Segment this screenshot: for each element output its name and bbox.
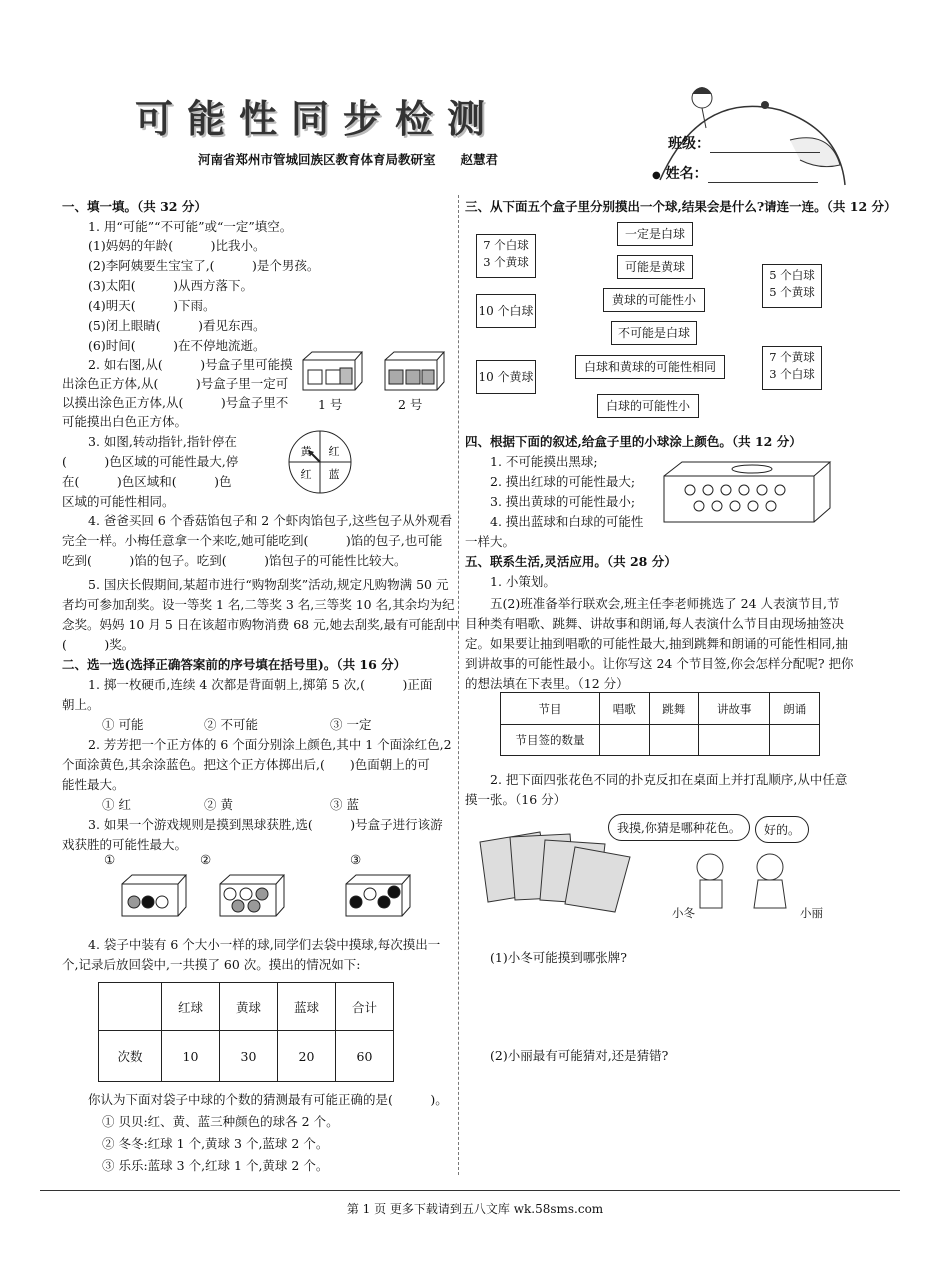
sec4-item: 2. 摸出红球的可能性最大; xyxy=(490,474,636,489)
sec1-q5-line: 5. 国庆长假期间,某超市进行“购物刮奖”活动,规定凡购物满 50 元 xyxy=(88,577,449,592)
sec2-q2-line: 个面涂黄色,其余涂蓝色。把这个正方体掷出后,( )色面朝上的可 xyxy=(62,757,430,772)
sec2-q1-opt: ② 不可能 xyxy=(204,717,258,732)
sec1-q3-line: 区域的可能性相同。 xyxy=(62,494,175,509)
table-cell: 60 xyxy=(336,1031,394,1082)
sec4-item: 4. 摸出蓝球和白球的可能性 xyxy=(490,514,644,529)
option-never-white[interactable]: 不可能是白球 xyxy=(611,321,697,345)
sec2-q3-opt: ③ xyxy=(350,852,362,867)
sec5-heading: 五、联系生活,灵活应用。（共 28 分） xyxy=(465,554,677,569)
sec2-q2-line: 能性最大。 xyxy=(62,777,125,792)
sec1-q5-line: 念奖。妈妈 10 月 5 日在该超市购物消费 68 元,她去刮奖,最有可能刮中 xyxy=(62,617,459,632)
sec2-q1-opt: ① 可能 xyxy=(102,717,144,732)
name-field[interactable] xyxy=(708,168,818,183)
ball-box-7y3w: 7 个黄球 3 个白球 xyxy=(762,346,822,390)
sec1-q5-line: ( )奖。 xyxy=(62,637,135,652)
sec5-q1-line: 定。如果要让抽到唱歌的可能性最大,抽到跳舞和朗诵的可能性相同,抽 xyxy=(465,636,848,651)
sec5-q2-line: 2. 把下面四张花色不同的扑克反扣在桌面上并打乱顺序,从中任意 xyxy=(490,772,848,787)
sec2-heading: 二、选一选(选择正确答案前的序号填在括号里)。（共 16 分） xyxy=(62,657,407,672)
spinner-label: 红 xyxy=(300,468,312,481)
box2-label: 2 号 xyxy=(398,397,423,412)
sec4-item: 一样大。 xyxy=(465,534,516,549)
sec5-q2-line: 摸一张。（16 分） xyxy=(465,792,567,807)
answer-cell[interactable] xyxy=(699,725,770,756)
sec5-q1-line: 到讲故事的可能性最小。让你写这 24 个节目签,你会怎样分配呢? 把你 xyxy=(465,656,854,671)
sec1-heading: 一、填一填。（共 32 分） xyxy=(62,199,207,214)
sec2-q2-opt: ① 红 xyxy=(102,797,131,812)
spinner-label: 红 xyxy=(328,445,340,458)
ball-box-5w5y: 5 个白球 5 个黄球 xyxy=(762,264,822,308)
sec2-q2-opt: ② 黄 xyxy=(204,797,233,812)
table-cell: 20 xyxy=(278,1031,336,1082)
sec4-item: 3. 摸出黄球的可能性最小; xyxy=(490,494,636,509)
answer-cell[interactable] xyxy=(649,725,699,756)
sec2-q4-ask: 你认为下面对袋子中球的个数的猜测最有可能正确的是( )。 xyxy=(88,1092,448,1107)
table-header: 朗诵 xyxy=(770,693,820,725)
sec1-q4-line: 吃到( )馅的包子。吃到( )馅包子的可能性比较大。 xyxy=(62,553,407,568)
sec5-q1-line: 目种类有唱歌、跳舞、讲故事和朗诵,每人表演什么节目由现场抽签决 xyxy=(465,616,844,631)
sec1-q2-line: 出涂色正方体,从( )号盒子里一定可 xyxy=(62,376,289,391)
option-always-white[interactable]: 一定是白球 xyxy=(617,222,693,246)
ball-box-2 xyxy=(220,875,284,916)
sec1-q3-line: 3. 如图,转动指针,指针停在 xyxy=(88,434,237,449)
ball-boxes-figure xyxy=(118,872,418,922)
sec2-q3-opt: ① xyxy=(104,852,116,867)
sec1-q1-item: (6)时间( )在不停地流逝。 xyxy=(88,338,266,353)
sec5-q1-line: 的想法填在下表里。（12 分） xyxy=(465,676,629,691)
sec5-q1-line: 五(2)班准备举行联欢会,班主任李老师挑选了 24 人表演节目,节 xyxy=(490,596,840,611)
table-header: 黄球 xyxy=(220,983,278,1031)
sec2-q4-opt: ① 贝贝:红、黄、蓝三种颜色的球各 2 个。 xyxy=(102,1114,339,1129)
sec2-q3-line: 戏获胜的可能性最大。 xyxy=(62,837,188,852)
sec1-q1-item: (4)明天( )下雨。 xyxy=(88,298,216,313)
box1-label: 1 号 xyxy=(318,397,343,412)
option-yellow-less[interactable]: 黄球的可能性小 xyxy=(603,288,705,312)
table-header: 讲故事 xyxy=(699,693,770,725)
sec2-q2-line: 2. 芳芳把一个正方体的 6 个面分别涂上颜色,其中 1 个面涂红色,2 xyxy=(88,737,452,752)
ball-box-7w3y: 7 个白球 3 个黄球 xyxy=(476,234,536,278)
option-white-less[interactable]: 白球的可能性小 xyxy=(597,394,699,418)
class-label-text: 班级： xyxy=(668,136,710,152)
name-xiaodong: 小冬 xyxy=(672,906,695,920)
class-field[interactable] xyxy=(710,138,820,153)
column-divider xyxy=(458,195,459,1175)
table-header: 合计 xyxy=(336,983,394,1031)
sec4-item: 1. 不可能摸出黑球; xyxy=(490,454,598,469)
spinner-label: 蓝 xyxy=(328,468,340,481)
sec2-q4-opt: ② 冬冬:红球 1 个,黄球 3 个,蓝球 2 个。 xyxy=(102,1136,329,1151)
page-title: 可能性同步检测 xyxy=(135,97,500,141)
sec5-sub2: (2)小丽最有可能猜对,还是猜错? xyxy=(490,1048,669,1063)
sec1-q3-line: 在( )色区域和( )色 xyxy=(62,474,232,489)
sec5-q1: 1. 小策划。 xyxy=(490,574,556,589)
ball-box-10y: 10 个黄球 xyxy=(476,360,536,394)
sec2-q2-opt: ③ 蓝 xyxy=(330,797,359,812)
table-cell: 10 xyxy=(162,1031,220,1082)
sec1-q2-line: 可能摸出白色正方体。 xyxy=(62,414,188,429)
sec1-q1-item: (1)妈妈的年龄( )比我小。 xyxy=(88,238,266,253)
class-label xyxy=(668,133,820,153)
spinner-figure xyxy=(286,428,354,496)
speech-bubble-xiaoli: 好的。 xyxy=(755,816,809,843)
sec1-q4-line: 完全一样。小梅任意拿一个来吃,她可能吃到( )馅的包子,也可能 xyxy=(62,533,443,548)
frequency-table xyxy=(98,982,394,1082)
ball-box-10w: 10 个白球 xyxy=(476,294,536,328)
sec2-q1-line: 朝上。 xyxy=(62,697,100,712)
sec1-q3-line: ( )色区域的可能性最大,停 xyxy=(62,454,239,469)
sec1-q5-line: 者均可参加刮奖。设一等奖 1 名,二等奖 3 名,三等奖 10 名,其余均为纪 xyxy=(62,597,455,612)
sec5-sub1: (1)小冬可能摸到哪张牌? xyxy=(490,950,627,965)
name-label: ● 姓名： xyxy=(652,163,818,183)
author-line: 河南省郑州市管城回族区教育体育局教研室 赵慧君 xyxy=(198,152,499,167)
option-equal[interactable]: 白球和黄球的可能性相同 xyxy=(575,355,725,379)
speech-bubble-xiaodong: 我摸,你猜是哪种花色。 xyxy=(608,814,750,841)
ball-box-3 xyxy=(346,875,410,916)
name-label-text: 姓名： xyxy=(665,166,708,182)
table-header: 红球 xyxy=(162,983,220,1031)
sec2-q4-line: 个,记录后放回袋中,一共摸了 60 次。摸出的情况如下: xyxy=(62,957,361,972)
cube-box-1 xyxy=(303,352,362,390)
child-xiaodong-figure xyxy=(697,854,723,908)
ball-box-1 xyxy=(122,875,186,916)
sec1-q1: 1. 用“可能”“不可能”或“一定”填空。 xyxy=(88,219,293,234)
table-header: 蓝球 xyxy=(278,983,336,1031)
name-xiaoli: 小丽 xyxy=(800,906,823,920)
spinner-label: 黄 xyxy=(300,445,312,458)
sec1-q1-item: (5)闭上眼睛( )看见东西。 xyxy=(88,318,266,333)
option-maybe-yellow[interactable]: 可能是黄球 xyxy=(617,255,693,279)
table-row-label: 节目签的数量 xyxy=(501,725,600,756)
table-cell: 次数 xyxy=(99,1031,162,1082)
table-header: 唱歌 xyxy=(600,693,650,725)
sec1-q2-line: 以摸出涂色正方体,从( )号盒子里不 xyxy=(62,395,289,410)
cube-boxes-figure xyxy=(300,350,460,395)
sec1-q2-line: 2. 如右图,从( )号盒子里可能摸 xyxy=(88,357,293,372)
sec2-q1-opt: ③ 一定 xyxy=(330,717,372,732)
sec1-q4-line: 4. 爸爸买回 6 个香菇馅包子和 2 个虾肉馅包子,这些包子从外观看 xyxy=(88,513,453,528)
sec2-q1-line: 1. 掷一枚硬币,连续 4 次都是背面朝上,掷第 5 次,( )正面 xyxy=(88,677,433,692)
table-header: 节目 xyxy=(501,693,600,725)
sec1-q1-item: (3)太阳( )从西方落下。 xyxy=(88,278,253,293)
table-header xyxy=(99,983,162,1031)
answer-cell[interactable] xyxy=(770,725,820,756)
page-footer: 第 1 页 更多下载请到五八文库 wk.58sms.com xyxy=(346,1202,604,1216)
sec2-q4-opt: ③ 乐乐:蓝球 3 个,红球 1 个,黄球 2 个。 xyxy=(102,1158,329,1173)
sec2-q3-line: 3. 如果一个游戏规则是摸到黑球获胜,选( )号盒子进行该游 xyxy=(88,817,443,832)
table-cell: 30 xyxy=(220,1031,278,1082)
sec1-q1-item: (2)李阿姨要生宝宝了,( )是个男孩。 xyxy=(88,258,320,273)
answer-cell[interactable] xyxy=(600,725,650,756)
child-xiaoli-figure xyxy=(754,854,786,908)
sec3-heading: 三、从下面五个盒子里分别摸出一个球,结果会是什么?请连一连。（共 12 分） xyxy=(465,199,897,214)
cube-box-2 xyxy=(385,352,444,390)
table-header: 跳舞 xyxy=(649,693,699,725)
sec4-heading: 四、根据下面的叙述,给盒子里的小球涂上颜色。（共 12 分） xyxy=(465,434,802,449)
coloring-box[interactable] xyxy=(660,458,835,528)
sec2-q3-opt: ② xyxy=(200,852,212,867)
sec2-q4-line: 4. 袋子中装有 6 个大小一样的球,同学们去袋中摸球,每次摸出一 xyxy=(88,937,441,952)
playing-cards xyxy=(480,832,630,912)
program-table xyxy=(500,692,820,756)
footer-rule xyxy=(40,1190,900,1191)
